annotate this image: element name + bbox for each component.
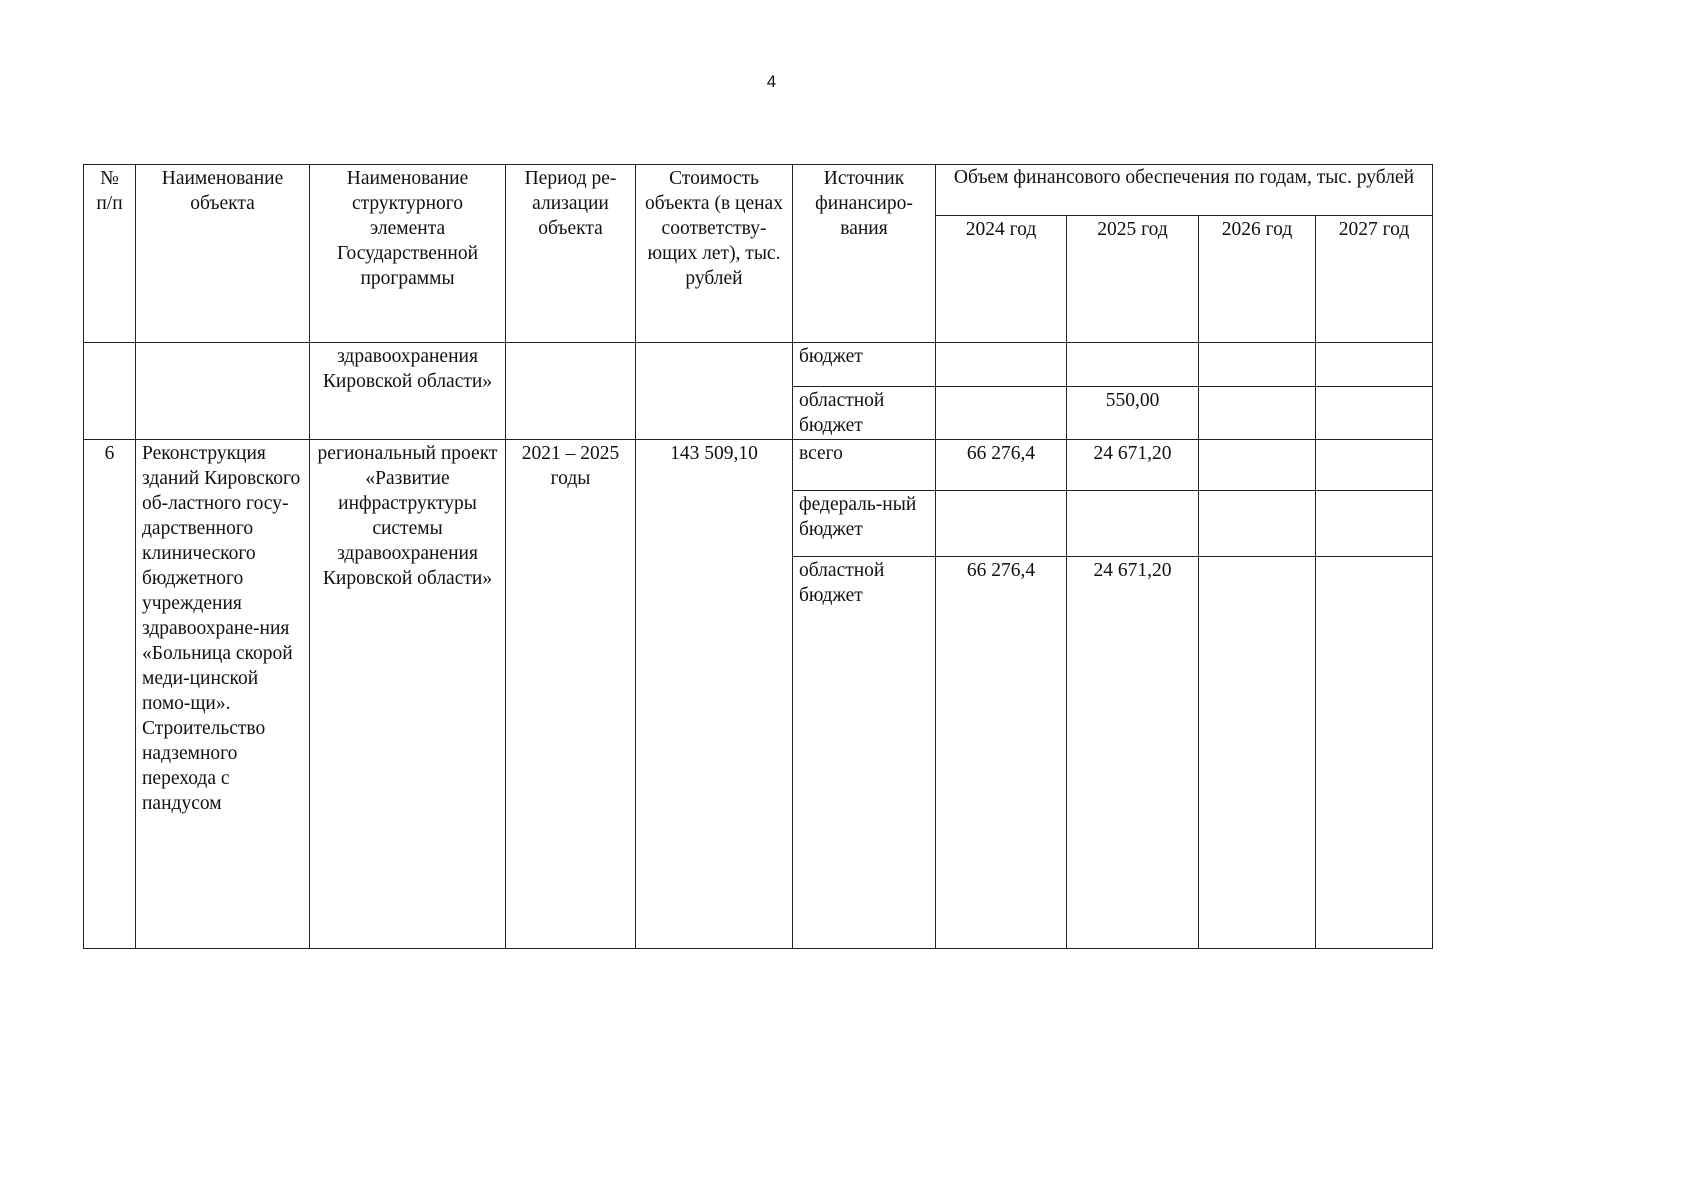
cont-0-2025 [1067,343,1199,387]
item6-source-0: всего [793,440,936,491]
header-year-2027: 2027 год [1316,216,1433,343]
cont-0-2027 [1316,343,1433,387]
financing-table [83,164,1433,949]
header-cost: Стоимость объекта (в ценах соответству-ющих лет), тыс. рублей [636,165,793,343]
header-year-2024: 2024 год [936,216,1067,343]
item6-0-2025: 24 671,20 [1067,440,1199,491]
cont-1-2026 [1199,387,1316,440]
header-num: № п/п [84,165,136,343]
item6-num: 6 [84,440,136,949]
cont-source-0: бюджет [793,343,936,387]
header-row-1 [84,165,1433,216]
item6-1-2025 [1067,491,1199,557]
cont-object-cell [136,343,310,440]
item6-0-2024: 66 276,4 [936,440,1067,491]
table-row [84,440,1433,491]
item6-source-2: областной бюджет [793,557,936,949]
item6-cost: 143 509,10 [636,440,793,949]
item6-0-2027 [1316,440,1433,491]
item6-2-2026 [1199,557,1316,949]
cont-source-1: областной бюджет [793,387,936,440]
header-object-name: Наименование объекта [136,165,310,343]
table-row [84,343,1433,387]
item6-object-name: Реконструкция зданий Кировского об-ластного госу-дарственного клинического бюджетного учреждения здравоохране-ния «Больница скорой меди-цинской помо-щи». Строительство надземного перехода с пандусом [136,440,310,949]
item6-2-2025: 24 671,20 [1067,557,1199,949]
cont-period-cell [506,343,636,440]
item6-2-2024: 66 276,4 [936,557,1067,949]
item6-2-2027 [1316,557,1433,949]
header-year-2025: 2025 год [1067,216,1199,343]
item6-structural-element: региональный проект «Развитие инфраструктуры системы здравоохранения Кировской области» [310,440,506,949]
cont-structural-element: здравоохранения Кировской области» [310,343,506,440]
header-structural-element: Наименование структурного элемента Государственной программы [310,165,506,343]
header-year-2026: 2026 год [1199,216,1316,343]
header-period: Период ре-ализации объекта [506,165,636,343]
item6-1-2027 [1316,491,1433,557]
header-funding-caption: Объем финансового обеспечения по годам, тыс. рублей [936,165,1433,216]
cont-0-2024 [936,343,1067,387]
cont-1-2027 [1316,387,1433,440]
item6-0-2026 [1199,440,1316,491]
cont-num-cell [84,343,136,440]
cont-1-2025: 550,00 [1067,387,1199,440]
cont-0-2026 [1199,343,1316,387]
header-source: Источник финансиро-вания [793,165,936,343]
cont-1-2024 [936,387,1067,440]
item6-period: 2021 – 2025 годы [506,440,636,949]
item6-1-2024 [936,491,1067,557]
item6-1-2026 [1199,491,1316,557]
page-number: 4 [766,72,777,91]
item6-source-1: федераль-ный бюджет [793,491,936,557]
cont-cost-cell [636,343,793,440]
